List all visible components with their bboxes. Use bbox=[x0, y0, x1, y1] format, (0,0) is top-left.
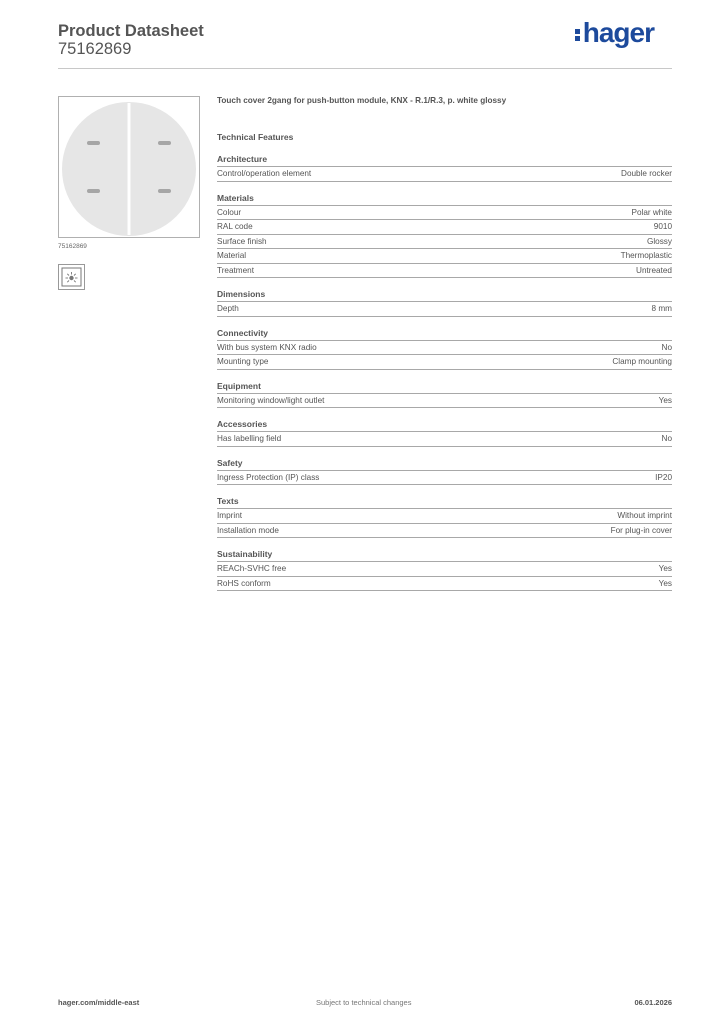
datasheet-content bbox=[217, 96, 672, 602]
feature-section bbox=[217, 419, 672, 447]
feature-label: Ingress Protection (IP) class bbox=[217, 472, 320, 482]
hager-logo bbox=[575, 18, 654, 48]
feature-row bbox=[217, 341, 672, 356]
product-image bbox=[58, 96, 200, 238]
feature-row bbox=[217, 562, 672, 577]
feature-label: Surface finish bbox=[217, 236, 267, 246]
section-title: Accessories bbox=[217, 419, 672, 432]
feature-value: No bbox=[661, 342, 672, 352]
section-title: Dimensions bbox=[217, 289, 672, 302]
feature-section bbox=[217, 458, 672, 486]
light-outlet-icon bbox=[60, 266, 83, 288]
feature-label: Treatment bbox=[217, 265, 255, 275]
footer-date: 06.01.2026 bbox=[634, 998, 672, 1007]
feature-value: Thermoplastic bbox=[620, 251, 672, 260]
product-image-caption: 75162869 bbox=[58, 243, 87, 250]
feature-row bbox=[217, 249, 672, 264]
feature-value: For plug-in cover bbox=[610, 525, 672, 535]
feature-row bbox=[217, 394, 672, 409]
feature-value: Glossy bbox=[646, 236, 672, 246]
feature-value: Yes bbox=[658, 395, 672, 405]
feature-row bbox=[217, 577, 672, 592]
document-number: 75162869 bbox=[58, 40, 132, 58]
footer-notice: Subject to technical changes bbox=[316, 998, 412, 1007]
feature-label: Colour bbox=[217, 207, 242, 217]
feature-row bbox=[217, 471, 672, 486]
feature-section bbox=[217, 193, 672, 279]
light-outlet-badge bbox=[58, 264, 85, 290]
feature-label: Mounting type bbox=[217, 357, 269, 366]
feature-row bbox=[217, 264, 672, 279]
feature-label: RoHS conform bbox=[217, 578, 271, 588]
feature-value: Double rocker bbox=[621, 169, 672, 178]
feature-row bbox=[217, 302, 672, 317]
feature-value: 9010 bbox=[653, 222, 672, 231]
technical-features-heading: Technical Features bbox=[217, 132, 294, 142]
feature-section bbox=[217, 289, 672, 317]
feature-sections bbox=[217, 154, 672, 591]
feature-label: Imprint bbox=[217, 511, 243, 520]
section-title: Connectivity bbox=[217, 328, 672, 341]
section-title: Equipment bbox=[217, 381, 672, 394]
document-title: Product Datasheet bbox=[58, 22, 204, 40]
feature-label: Installation mode bbox=[217, 525, 279, 535]
feature-value: 8 mm bbox=[651, 304, 672, 313]
feature-row bbox=[217, 167, 672, 182]
feature-row bbox=[217, 509, 672, 524]
feature-section bbox=[217, 328, 672, 370]
feature-value: No bbox=[661, 434, 672, 443]
feature-label: Depth bbox=[217, 304, 239, 313]
feature-value: Untreated bbox=[636, 265, 672, 275]
feature-section bbox=[217, 381, 672, 409]
section-title: Materials bbox=[217, 193, 672, 206]
logo-colon bbox=[575, 29, 580, 41]
section-title: Sustainability bbox=[217, 549, 672, 562]
section-title: Texts bbox=[217, 496, 672, 509]
feature-row bbox=[217, 432, 672, 447]
feature-value: Yes bbox=[658, 564, 672, 573]
double-rocker-touch-cover-icon bbox=[59, 97, 199, 237]
feature-label: Control/operation element bbox=[217, 169, 312, 178]
feature-section bbox=[217, 496, 672, 538]
feature-label: Material bbox=[217, 251, 247, 260]
feature-value: Polar white bbox=[631, 207, 672, 217]
feature-label: With bus system KNX radio bbox=[217, 342, 317, 352]
feature-row bbox=[217, 524, 672, 539]
feature-row bbox=[217, 220, 672, 235]
feature-label: Has labelling field bbox=[217, 434, 282, 443]
feature-label: Monitoring window/light outlet bbox=[217, 395, 325, 405]
feature-value: Yes bbox=[658, 578, 672, 588]
feature-label: REACh-SVHC free bbox=[217, 564, 287, 573]
footer-website: hager.com/middle-east bbox=[58, 998, 140, 1007]
logo-text: hager bbox=[582, 17, 654, 48]
product-description: Touch cover 2gang for push-button module, KNX - R.1/R.3, p. white glossy bbox=[217, 96, 507, 105]
feature-row bbox=[217, 206, 672, 221]
feature-section bbox=[217, 154, 672, 182]
feature-label: RAL code bbox=[217, 222, 253, 231]
section-title: Architecture bbox=[217, 154, 672, 167]
feature-section bbox=[217, 549, 672, 591]
feature-value: Clamp mounting bbox=[612, 357, 672, 366]
feature-value: Without imprint bbox=[617, 511, 672, 520]
section-title: Safety bbox=[217, 458, 672, 471]
feature-row bbox=[217, 235, 672, 250]
feature-row bbox=[217, 355, 672, 370]
feature-value: IP20 bbox=[655, 472, 672, 482]
page-header bbox=[58, 17, 672, 69]
